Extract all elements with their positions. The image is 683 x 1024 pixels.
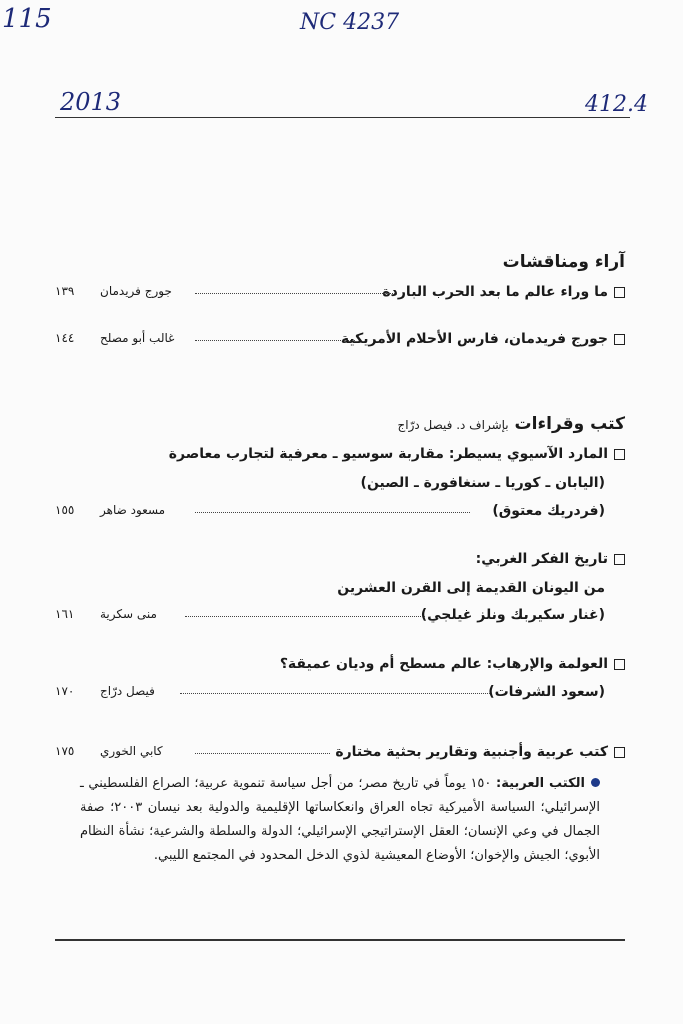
leader-dots [195, 753, 330, 754]
leader-dots [195, 512, 470, 513]
section-title-opinions: آراء ومناقشات [502, 252, 625, 272]
contents-page [55, 0, 625, 1024]
book-title-line: (اليابان ـ كوريا ـ سنغافورة ـ الصين) [360, 475, 605, 491]
handwritten-number: 115 [2, 4, 52, 34]
checkbox-icon [614, 554, 625, 565]
toc-entry[interactable]: كتب عربية وأجنبية وتقارير بحثية مختارة كابي الخوري ١٧٥ [55, 744, 625, 766]
checkbox-icon [614, 747, 625, 758]
page-number: ١٧٠ [55, 684, 75, 698]
toc-entry[interactable]: (فردريك معتوق) مسعود ضاهر ١٥٥ [55, 503, 605, 519]
section-title-books: كتب وقراءات بإشراف د. فيصل درّاج [397, 414, 625, 434]
leader-dots [180, 693, 490, 694]
page-number: ١٧٥ [55, 744, 75, 758]
page-number: ١٤٤ [55, 331, 75, 345]
toc-entry[interactable]: (غنار سكيربك ونلز غيلجي) منى سكرية ١٦١ [55, 607, 605, 623]
toc-entry[interactable]: (سعود الشرفات) فيصل درّاج ١٧٠ [55, 684, 605, 700]
bullet-icon [591, 778, 600, 787]
page-number: ١٣٩ [55, 284, 75, 298]
book-title-line: العولمة والإرهاب: عالم مسطح أم وديان عميقة؟ [280, 656, 625, 672]
book-title-line: تاريخ الفكر الغربي: [476, 551, 625, 567]
handwritten-year: 2013 [60, 88, 122, 116]
leader-dots [195, 293, 395, 294]
handwritten-shelf-number: 412.4 [585, 92, 648, 117]
checkbox-icon [614, 334, 625, 345]
leader-dots [185, 616, 425, 617]
arab-books-label: الكتب العربية: [496, 776, 585, 791]
page-number: ١٦١ [55, 607, 75, 621]
bottom-rule [55, 939, 625, 941]
arab-books-text: ١٥٠ يوماً في تاريخ مصر؛ من أجل سياسة تنموية عربية؛ الصراع الفلسطيني ـ الإسرائيلي؛ السياسة الأميركية تجاه العراق وانعكاساتها الإقليمية والدولية بعد نيسان ٢٠٠٣؛ صفة الجمال في وعي الإنسان؛ العقل الإستراتيجي الإسرائيلي؛ الدولة والسلطة والشرعية؛ نشأة النظام الأبوي؛ الجيش والإخوان؛ الأوضاع المعيشية لذوي الدخل المحدود في المجتمع الليبي. [80, 776, 600, 863]
checkbox-icon [614, 287, 625, 298]
book-title-line: من اليونان القديمة إلى القرن العشرين [337, 580, 605, 596]
toc-entry[interactable]: جورج فريدمان، فارس الأحلام الأمريكية غالب أبو مصلح ١٤٤ [55, 331, 625, 353]
book-title-line: المارد الآسيوي يسيطر: مقاربة سوسيو ـ معرفية لتجارب معاصرة [169, 446, 625, 462]
leader-dots [195, 340, 355, 341]
checkbox-icon [614, 449, 625, 460]
checkbox-icon [614, 659, 625, 670]
handwritten-code: NC 4237 [300, 10, 400, 35]
page-number: ١٥٥ [55, 503, 75, 517]
toc-entry[interactable]: ما وراء عالم ما بعد الحرب الباردة جورج فريدمان ١٣٩ [55, 284, 625, 306]
arab-books-paragraph [80, 772, 600, 868]
